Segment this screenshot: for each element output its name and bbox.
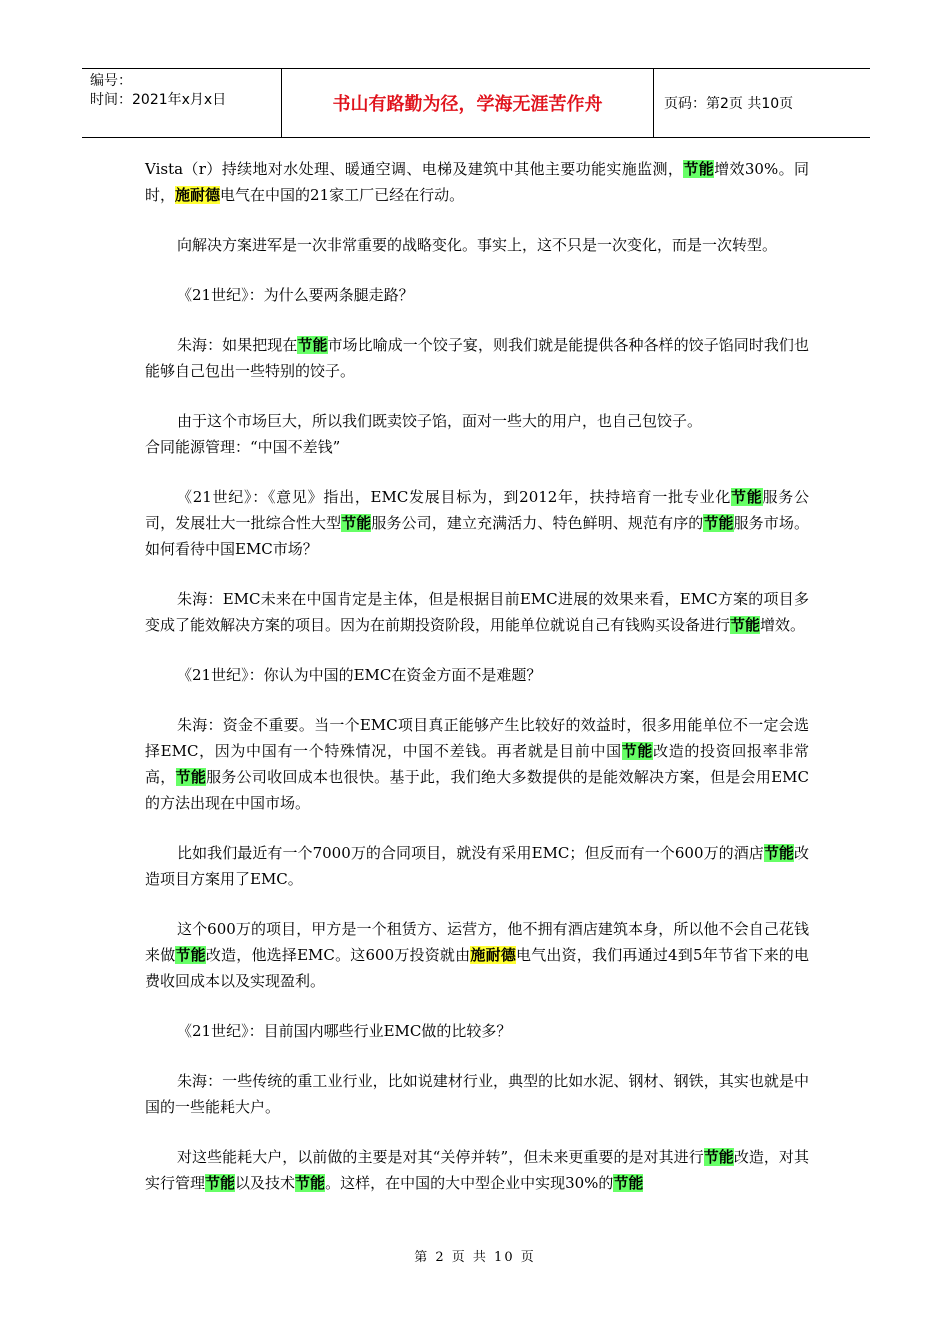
text-run: Vista（r）持续地对水处理、暖通空调、电梯及建筑中其他主要功能实施监测， xyxy=(145,160,684,178)
text-run: 向解决方案进军是一次非常重要的战略变化。事实上，这不只是一次变化，而是一次转型。 xyxy=(177,236,778,254)
text-run: 改造项目方案用了EMC。 xyxy=(145,844,809,888)
text-run: 由于这个市场巨大，所以我们既卖饺子馅，面对一些大的用户，也自己包饺子。 xyxy=(177,412,703,430)
paragraph xyxy=(145,1144,809,1196)
text-run: 。这样，在中国的大中型企业中实现30%的 xyxy=(325,1174,614,1192)
text-run: 增效。 xyxy=(760,616,806,634)
highlight-term: 节能 xyxy=(295,1174,326,1192)
text-run: 改造的投资回报率非常高， xyxy=(145,742,809,786)
header-time: 时间：2021年x月x日 xyxy=(90,92,227,108)
highlight-brand: 施耐德 xyxy=(470,946,516,964)
paragraph xyxy=(145,586,809,638)
text-run: 朱海：EMC未来在中国肯定是主体，但是根据目前EMC进展的效果来看，EMC方案的项目多变成了能效解决方案的项目。因为在前期投资阶段，用能单位就说自己有钱购买设备进行 xyxy=(145,590,809,634)
highlight-term: 节能 xyxy=(703,514,734,532)
text-run: 服务公司收回成本也很快。基于此，我们绝大多数提供的是能效解决方案，但是会用EMC的方法出现在中国市场。 xyxy=(145,768,809,812)
paragraph xyxy=(145,840,809,892)
highlight-term: 节能 xyxy=(683,160,715,178)
text-run: 《21世纪》：你认为中国的EMC在资金方面不是难题？ xyxy=(177,666,542,684)
page-header xyxy=(82,68,870,138)
text-run: 服务公司，建立充满活力、特色鲜明、规范有序的 xyxy=(371,514,704,532)
highlight-brand: 施耐德 xyxy=(175,186,221,204)
text-run: 朱海：如果把现在 xyxy=(177,336,298,354)
text-run: 《21世纪》：《意见》指出，EMC发展目标为，到2012年，扶持培育一批专业化 xyxy=(177,488,732,506)
paragraph xyxy=(145,332,809,384)
header-meta xyxy=(82,69,282,137)
text-run: 《21世纪》：目前国内哪些行业EMC做的比较多？ xyxy=(177,1022,512,1040)
highlight-term: 节能 xyxy=(613,1174,644,1192)
highlight-term: 节能 xyxy=(341,514,372,532)
highlight-term: 节能 xyxy=(175,946,206,964)
paragraph xyxy=(145,282,809,308)
page-footer: 第 2 页 共 10 页 xyxy=(414,1250,536,1265)
highlight-term: 节能 xyxy=(297,336,328,354)
text-run: 对这些能耗大户，以前做的主要是对其“关停并转”，但未来更重要的是对其进行 xyxy=(177,1148,704,1166)
header-page-code: 页码：第2页 共10页 xyxy=(664,96,794,112)
text-run: 《21世纪》：为什么要两条腿走路？ xyxy=(177,286,414,304)
text-run: 以及技术 xyxy=(235,1174,296,1192)
text-run: 改造，对其实行管理 xyxy=(145,1148,809,1192)
text-run: 电气出资，我们再通过4到5年节省下来的电费收回成本以及实现盈利。 xyxy=(145,946,809,990)
text-run: 朱海：一些传统的重工业行业，比如说建材行业，典型的比如水泥、钢材、钢铁，其实也就是中国的一些能耗大户。 xyxy=(145,1072,809,1116)
highlight-term: 节能 xyxy=(205,1174,236,1192)
highlight-term: 节能 xyxy=(731,488,763,506)
paragraph xyxy=(145,1018,809,1044)
text-run: 市场比喻成一个饺子宴，则我们就是能提供各种各样的饺子馅同时我们也能够自己包出一些特别的饺子。 xyxy=(145,336,809,380)
header-motto: 书山有路勤为径，学海无涯苦作舟 xyxy=(282,69,654,137)
text-run: 朱海：资金不重要。当一个EMC项目真正能够产生比较好的效益时，很多用能单位不一定会选择EMC，因为中国有一个特殊情况，中国不差钱。再者就是目前中国 xyxy=(145,716,809,760)
text-run: 比如我们最近有一个7000万的合同项目，就没有采用EMC；但反而有一个600万的酒店 xyxy=(177,844,764,862)
text-run: 这个600万的项目，甲方是一个租赁方、运营方，他不拥有酒店建筑本身，所以他不会自己花钱来做 xyxy=(145,920,809,964)
paragraph xyxy=(145,916,809,994)
paragraph xyxy=(145,408,809,434)
highlight-term: 节能 xyxy=(763,844,794,862)
highlight-term: 节能 xyxy=(621,742,654,760)
text-run: 服务公司，发展壮大一批综合性大型 xyxy=(145,488,809,532)
header-number: 编号： xyxy=(90,73,132,89)
highlight-term: 节能 xyxy=(175,768,207,786)
text-run: 改造，他选择EMC。这600万投资就由 xyxy=(205,946,471,964)
paragraph xyxy=(145,156,809,208)
paragraph xyxy=(145,1068,809,1120)
section-subheading: 合同能源管理：“中国不差钱” xyxy=(145,438,341,456)
highlight-term: 节能 xyxy=(730,616,761,634)
paragraph xyxy=(145,662,809,688)
highlight-term: 节能 xyxy=(703,1148,734,1166)
text-run: 增效30%。同时， xyxy=(145,160,809,204)
paragraph xyxy=(145,712,809,816)
paragraph xyxy=(145,232,809,258)
document-body xyxy=(145,156,809,1220)
paragraph xyxy=(145,484,809,562)
text-run: 服务市场。如何看待中国EMC市场？ xyxy=(145,514,809,558)
text-run: 电气在中国的21家工厂已经在行动。 xyxy=(220,186,465,204)
